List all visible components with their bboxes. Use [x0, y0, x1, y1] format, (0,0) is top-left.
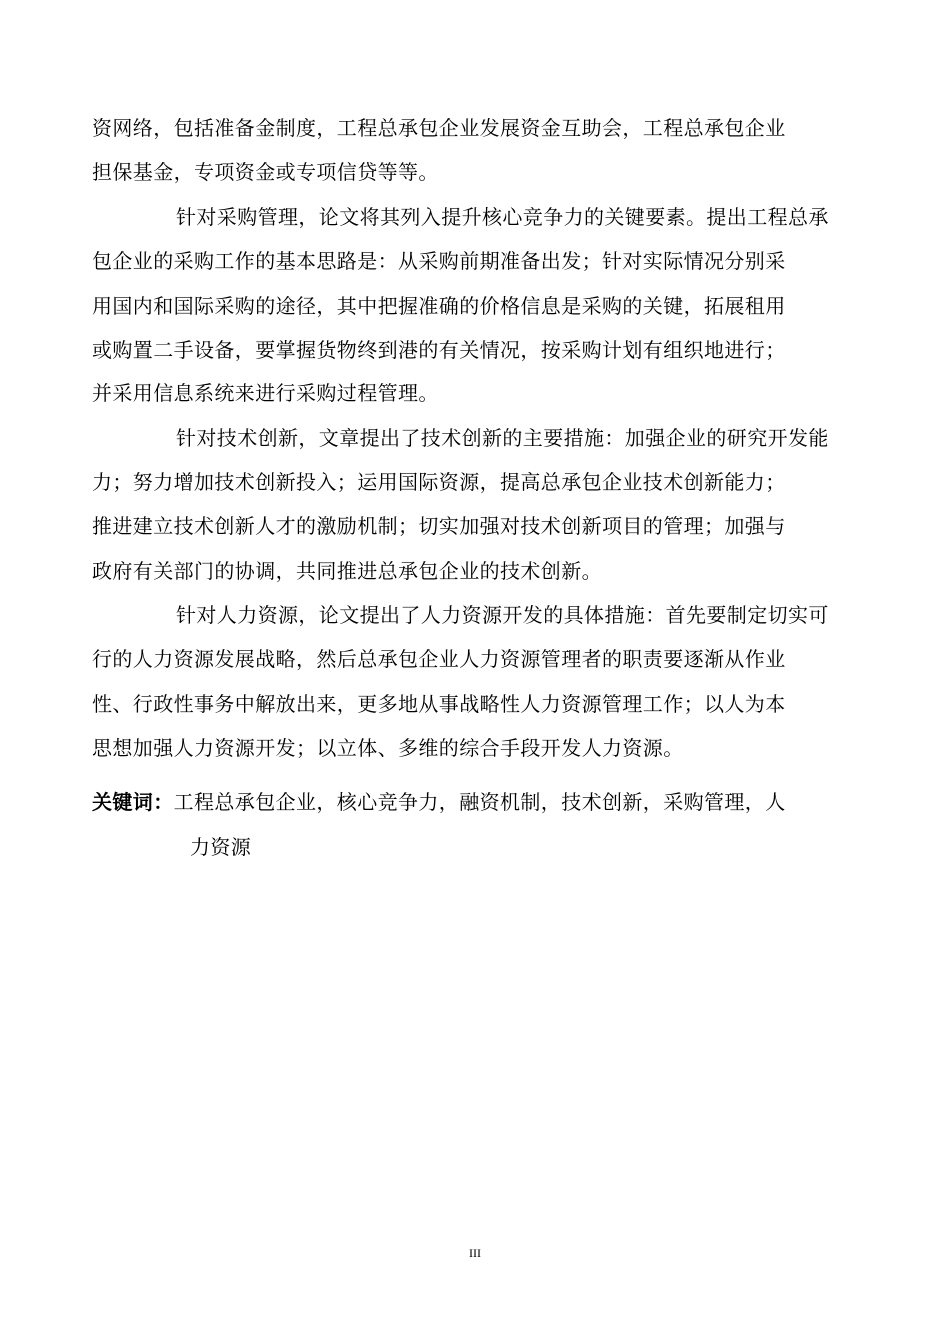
keywords-label: 关键词： [92, 790, 174, 814]
paragraph-line: 政府有关部门的协调，共同推进总承包企业的技术创新。 [92, 559, 602, 583]
paragraph-line: 针对人力资源，论文提出了人力资源开发的具体措施：首先要制定切实可 [176, 603, 829, 627]
paragraph-line: 思想加强人力资源开发；以立体、多维的综合手段开发人力资源。 [92, 736, 684, 760]
paragraph-line: 资网络，包括准备金制度，工程总承包企业发展资金互助会，工程总承包企业 [92, 116, 786, 140]
paragraph-line: 力；努力增加技术创新投入；运用国际资源，提高总承包企业技术创新能力； [92, 470, 786, 494]
paragraph-line: 或购置二手设备，要掌握货物终到港的有关情况，按采购计划有组织地进行； [92, 338, 786, 362]
keywords-text: 工程总承包企业，核心竞争力，融资机制，技术创新，采购管理，人 [173, 790, 786, 814]
paragraph-line: 针对采购管理，论文将其列入提升核心竞争力的关键要素。提出工程总承 [176, 205, 829, 229]
paragraph-line: 包企业的采购工作的基本思路是：从采购前期准备出发；针对实际情况分别采 [92, 249, 786, 273]
page-number: III [469, 1246, 481, 1260]
keywords-line [92, 790, 786, 814]
paragraph-line: 担保基金，专项资金或专项信贷等等。 [92, 160, 439, 184]
paragraph-line: 性、行政性事务中解放出来，更多地从事战略性人力资源管理工作；以人为本 [92, 692, 786, 716]
paragraph-line: 用国内和国际采购的途径，其中把握准确的价格信息是采购的关键，拓展租用 [92, 294, 786, 318]
paragraph-line: 行的人力资源发展战略，然后总承包企业人力资源管理者的职责要逐渐从作业 [92, 647, 786, 671]
paragraph-line: 推进建立技术创新人才的激励机制；切实加强对技术创新项目的管理；加强与 [92, 514, 786, 538]
paragraph-line: 并采用信息系统来进行采购过程管理。 [92, 381, 439, 405]
keywords-continuation: 力资源 [190, 835, 252, 859]
paragraph-line: 针对技术创新，文章提出了技术创新的主要措施：加强企业的研究开发能 [176, 426, 829, 450]
